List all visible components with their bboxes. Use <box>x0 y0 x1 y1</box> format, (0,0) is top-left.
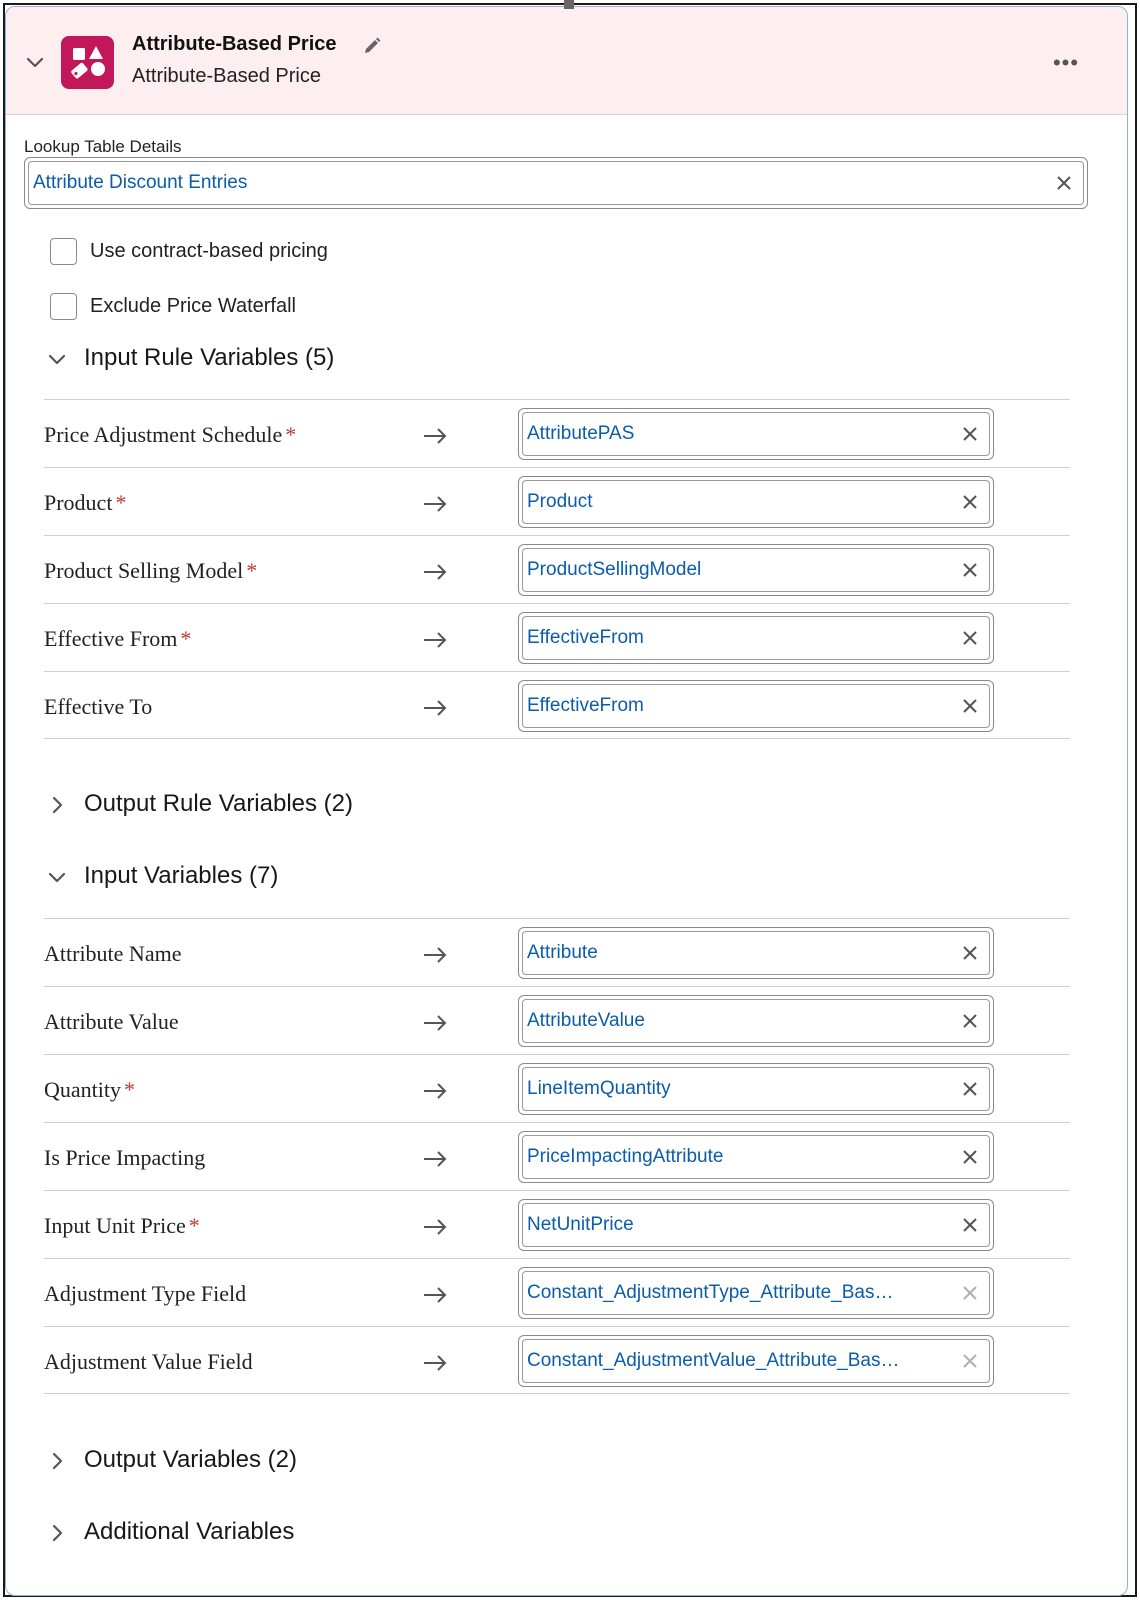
shapes-price-icon <box>61 36 114 89</box>
variable-label: Price Adjustment Schedule * <box>44 422 297 447</box>
variable-combobox[interactable] <box>518 1063 994 1115</box>
table-row <box>44 671 1070 739</box>
close-icon[interactable] <box>961 561 979 579</box>
arrow-right-icon <box>422 1149 448 1169</box>
arrow-right-icon <box>422 1081 448 1101</box>
more-actions-icon[interactable]: ••• <box>1052 50 1080 75</box>
chevron-down-icon <box>46 348 68 370</box>
table-row <box>44 1326 1070 1394</box>
variable-label: Effective To <box>44 694 153 719</box>
variable-label: Adjustment Value Field <box>44 1349 253 1374</box>
table-row <box>44 603 1070 671</box>
section-title: Additional Variables <box>84 1518 295 1545</box>
close-icon[interactable] <box>1055 174 1073 192</box>
close-icon[interactable] <box>961 1216 979 1234</box>
variable-combobox[interactable] <box>518 1267 994 1319</box>
variable-label: Attribute Name <box>44 941 182 966</box>
table-row <box>44 1258 1070 1326</box>
section-title: Output Variables (2) <box>84 1446 297 1473</box>
checkbox-label: Use contract-based pricing <box>90 240 328 262</box>
exclude-waterfall-checkbox[interactable] <box>50 293 77 320</box>
close-icon[interactable] <box>961 425 979 443</box>
required-marker: * <box>285 422 297 447</box>
close-icon[interactable] <box>961 1148 979 1166</box>
arrow-right-icon <box>422 698 448 718</box>
required-marker: * <box>124 1077 135 1102</box>
lookup-table-combobox[interactable] <box>24 157 1088 209</box>
table-row <box>44 1054 1070 1122</box>
table-row <box>44 535 1070 603</box>
variable-combobox[interactable] <box>518 680 994 732</box>
chevron-right-icon <box>46 794 68 816</box>
lookup-table-label: Lookup Table Details <box>24 137 182 156</box>
element-subtitle: Attribute-Based Price <box>132 65 321 87</box>
close-icon[interactable] <box>961 697 979 715</box>
arrow-right-icon <box>422 1013 448 1033</box>
variable-combobox[interactable] <box>518 1335 994 1387</box>
variable-label: Input Unit Price * <box>44 1213 200 1238</box>
checkbox-label: Exclude Price Waterfall <box>90 295 296 317</box>
variable-combobox[interactable] <box>518 995 994 1047</box>
table-row <box>44 986 1070 1054</box>
required-marker: * <box>188 1213 200 1238</box>
arrow-right-icon <box>422 426 448 446</box>
variable-combobox[interactable] <box>518 408 994 460</box>
pricing-element-card <box>5 6 1128 1596</box>
table-row <box>44 467 1070 535</box>
table-row <box>44 1190 1070 1258</box>
arrow-right-icon <box>422 562 448 582</box>
arrow-right-icon <box>422 1353 448 1373</box>
element-title: Attribute-Based Price <box>132 33 337 55</box>
resize-handle[interactable] <box>564 0 574 9</box>
variable-value: AttributePAS <box>527 423 635 444</box>
arrow-right-icon <box>422 494 448 514</box>
lookup-table-value: Attribute Discount Entries <box>33 172 248 193</box>
variable-value: ProductSellingModel <box>527 559 702 580</box>
variable-label: Attribute Value <box>44 1009 179 1034</box>
arrow-right-icon <box>422 945 448 965</box>
close-icon[interactable] <box>961 1352 979 1370</box>
variable-value: Attribute <box>527 942 598 963</box>
variable-value: Constant_AdjustmentType_Attribute_Bas… <box>527 1282 894 1303</box>
chevron-right-icon <box>46 1450 68 1472</box>
chevron-down-icon <box>46 866 68 888</box>
variable-combobox[interactable] <box>518 1131 994 1183</box>
variable-label: Adjustment Type Field <box>44 1281 247 1306</box>
variable-label: Effective From * <box>44 626 192 651</box>
arrow-right-icon <box>422 1217 448 1237</box>
close-icon[interactable] <box>961 944 979 962</box>
variable-value: Product <box>527 491 593 512</box>
close-icon[interactable] <box>961 629 979 647</box>
variable-combobox[interactable] <box>518 927 994 979</box>
variable-label: Quantity * <box>44 1077 135 1102</box>
required-marker: * <box>246 558 258 583</box>
section-title: Input Rule Variables (5) <box>84 344 335 371</box>
variable-value: EffectiveFrom <box>527 695 644 716</box>
variable-value: EffectiveFrom <box>527 627 644 648</box>
chevron-down-icon[interactable] <box>24 51 46 73</box>
close-icon[interactable] <box>961 1012 979 1030</box>
contract-pricing-checkbox[interactable] <box>50 238 77 265</box>
section-title: Input Variables (7) <box>84 862 279 889</box>
variable-value: AttributeValue <box>527 1010 645 1031</box>
variable-label: Is Price Impacting <box>44 1145 206 1170</box>
variable-combobox[interactable] <box>518 544 994 596</box>
table-row <box>44 399 1070 467</box>
close-icon[interactable] <box>961 1284 979 1302</box>
variable-combobox[interactable] <box>518 612 994 664</box>
table-row <box>44 1122 1070 1190</box>
variable-value: Constant_AdjustmentValue_Attribute_Bas… <box>527 1350 900 1371</box>
variable-value: LineItemQuantity <box>527 1078 671 1099</box>
card-header <box>6 7 1127 115</box>
required-marker: * <box>180 626 192 651</box>
close-icon[interactable] <box>961 1080 979 1098</box>
chevron-right-icon <box>46 1522 68 1544</box>
arrow-right-icon <box>422 1285 448 1305</box>
variable-label: Product Selling Model * <box>44 558 258 583</box>
variable-value: NetUnitPrice <box>527 1214 634 1235</box>
variable-value: PriceImpactingAttribute <box>527 1146 724 1167</box>
required-marker: * <box>115 490 127 515</box>
arrow-right-icon <box>422 630 448 650</box>
variable-combobox[interactable] <box>518 1199 994 1251</box>
section-title: Output Rule Variables (2) <box>84 790 354 817</box>
variable-label: Product * <box>44 490 127 515</box>
table-row <box>44 918 1070 986</box>
variable-combobox[interactable] <box>518 476 994 528</box>
pencil-edit-icon[interactable] <box>361 35 383 57</box>
close-icon[interactable] <box>961 493 979 511</box>
